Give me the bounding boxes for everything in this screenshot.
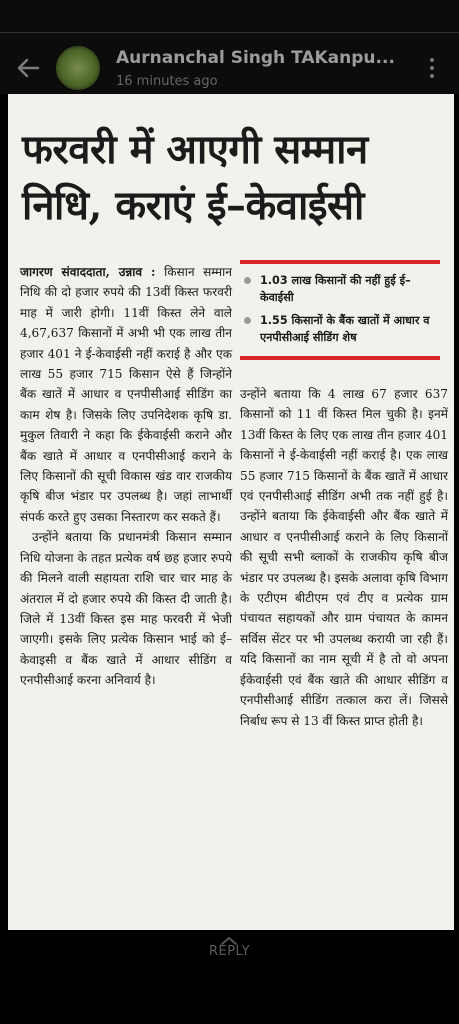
status-author-name: Aurnanchal Singh TAKanpu... [116,48,395,68]
highlight-text: 1.03 लाख किसानों की नहीं हुई ई–केवाईसी [260,274,411,304]
bullet-icon [244,277,251,284]
status-header [0,0,459,94]
reply-button[interactable]: REPLY [208,944,251,959]
reply-bar[interactable] [0,930,459,1024]
highlight-rule-top [240,260,440,264]
article-left-column [20,262,232,691]
article-right-column [240,384,448,731]
article-paragraph-2: उन्होंने बताया कि प्रधानमंत्री किसान सम्मान निधि योजना के तहत प्रत्येक वर्ष छह हजार रुपये की मिलने वाली सहायता राशि चार चार माह के अंतराल में दो हजार रुपये की किस्त दी जाती है। जिले में 13वीं किस्त इस माह फरवरी में भेजी जाएगी। इसके लिए प्रत्येक किसान भाई को ई–केवाइसी व बैंक खाते में आधार सीडिंग व एनपीसीआई करना अनिवार्य है। [20,530,232,688]
arrow-left-icon[interactable] [14,54,42,82]
article-highlights [240,260,440,364]
highlight-rule-bottom [240,356,440,360]
highlight-text: 1.55 किसानों के बैंक खातों में आधार व एनपीसीआई सीडिंग शेष [260,314,430,344]
article-paragraph-3: उन्होंने बताया कि 4 लाख 67 हजार 637 किसानों को 11 वीं किस्त मिल चुकी है। इनमें 13वीं किस्त के लिए एक लाख तीन हजार 401 किसानों ने ई-केवाईसी नहीं कराई है। एक लाख 55 हजार 715 किसानों के बैंक खातें में आधार एवं एनपीसीआई सीडिंग अभी तक नहीं हुई है। उन्होंने बताया कि ईकेवाईसी और बैंक खाते में आधार व एनपीसीआई कराने के लिए किसानों की सूची सभी ब्लाकों के राजकीय कृषि बीज भंडार पर उपलब्ध है। इसके अलावा कृषि विभाग के एटीएम बीटीएम एवं टीए व प्रत्येक ग्राम पंचायत सहायकों और ग्राम पंचायत के कामन सर्विस सेंटर पर भी उपलब्ध करायी जा रही हैं। यदि किसानों का नाम सूची में है तो वो अपना ईकेवाईसी एवं बैंक खाते की आधार सीडिंग व एनपीसीआई सीडिंग तत्काल करा लें। जिससे निर्बाध रूप से 13 वीं किस्त प्राप्त होती है। [240,387,448,728]
article-paragraph-1-text: किसान सम्मान निधि की दो हजार रुपये की 13वीं किस्त फरवरी माह में जारी होगी। 11वीं किस्त लेने वाले 4,67,637 किसानों में अभी भी एक लाख तीन हजार 401 ने ई-केवाईसी नहीं कराई है और एक लाख 55 हजार 715 किसान ऐसे हैं जिन्होंने बैंक खातें में आधार व एनपीसीआई सीडिंग का काम शेष है। जिसके लिए उपनिदेशक कृषि डा. मुकुल तिवारी ने कहा कि ईकेवाईसी कराने और बैंक खाते में आधार व एनपीसीआई कराने के लिए किसानों की सूची विकास खंड वार राजकीय कृषि बीज भंडार पर उपलब्ध है। जहां लाभार्थी संपर्क करते हुए उसका निस्तारण कर सकते हैं। [20,265,232,524]
newspaper-clipping [8,94,454,930]
divider [0,32,459,33]
bullet-icon [244,317,251,324]
article-headline: फरवरी में आएगी सम्मान निधि, कराएं ई–केवाईसी [22,126,368,229]
more-vertical-icon[interactable] [426,56,438,82]
article-paragraph-1 [20,262,232,527]
article-byline: जागरण संवाददाता, उन्नाव : [20,265,156,279]
status-timestamp: 16 minutes ago [116,74,218,89]
avatar[interactable] [56,46,100,90]
